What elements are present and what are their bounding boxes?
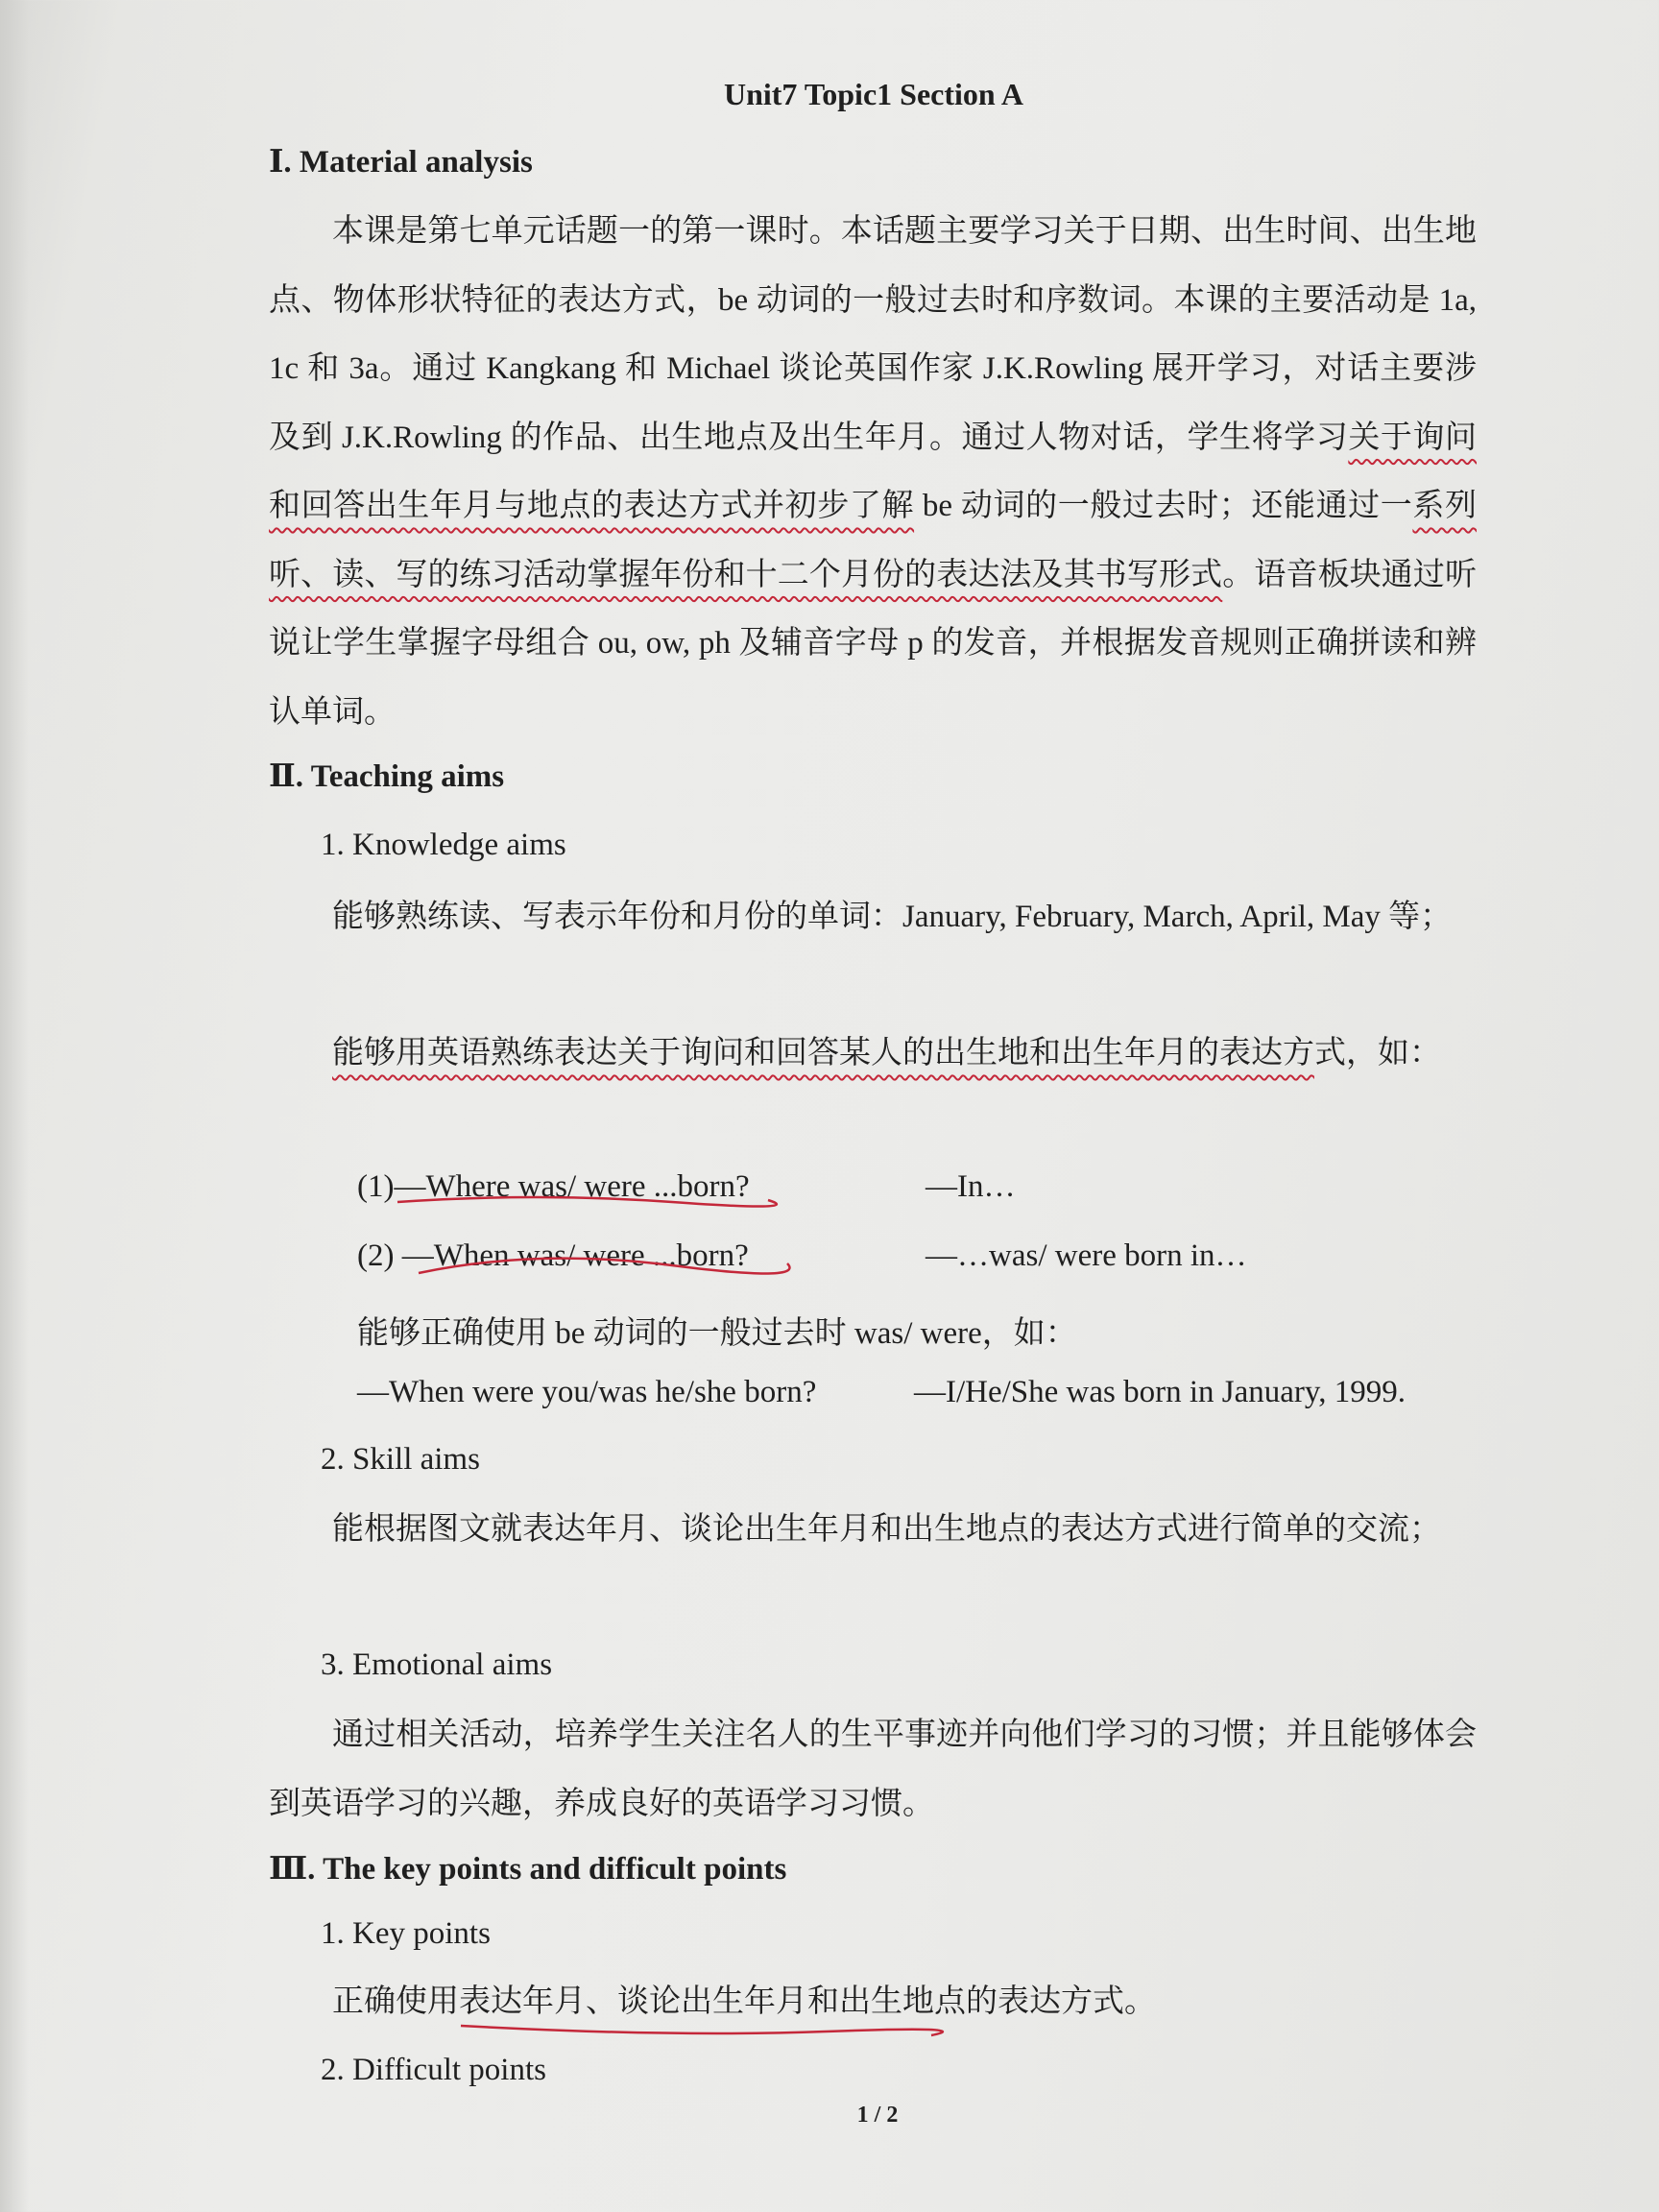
skill-aims-paragraph: 能根据图文就表达年月、谈论出生年月和出生地点的表达方式进行简单的交流； [332, 1512, 1441, 1547]
emotional-aims-label: 3. Emotional aims [321, 1647, 553, 1682]
example-1-question: (1)—Where was/ were ...born? [357, 1169, 750, 1204]
knowledge-aims-label: 1. Knowledge aims [321, 828, 566, 862]
key-points-label: 1. Key points [321, 1916, 491, 1951]
paper-edge-shadow [0, 0, 29, 2212]
section-heading-material-analysis: Ⅰ. Material analysis [269, 145, 533, 180]
knowledge-underlined: 能够用英语熟练表达关于询问和回答某人的出生地和出生年月的表达方 [332, 1036, 1314, 1070]
example-2-answer: —…was/ were born in… [926, 1238, 1247, 1273]
difficult-points-label: 2. Difficult points [321, 2053, 546, 2087]
knowledge-text: 式，如： [1314, 1036, 1441, 1070]
example-2-question: (2) —When was/ were ...born? [357, 1238, 749, 1273]
knowledge-aims-paragraph-1: 能够熟练读、写表示年份和月份的单词：January, February, March, April, May 等； [332, 900, 1453, 934]
example-3-question: —When were you/was he/she born? [357, 1375, 817, 1409]
emotional-aims-paragraph: 通过相关活动，培养学生关注名人的生平事迹并向他们学习的习惯；并且能够体会到英语学习的兴趣，养成良好的英语学习习惯。 [269, 1718, 1477, 1821]
material-text-a: 本课是第七单元话题一的第一课时。本话题主要学习关于日期、出生时间、出生地点、物体形状特征的表达方式，be 动词的一般过去时和序数词。本课的主要活动是 1a, 1c 和 3a。通过 Kangkang 和 Michael 谈论英国作家 J.K.Rowling 展开学习，对话主要涉及到 J.K.Rowling 的作品、出生地点及出生年月。通过人物对话，学生将学习 [269, 214, 1477, 455]
key-points-paragraph: 正确使用表达年月、谈论出生年月和出生地点的表达方式。 [332, 1984, 1156, 2019]
section-heading-key-points: Ⅲ. The key points and difficult points [269, 1852, 787, 1887]
page-number: 1 / 2 [856, 2103, 899, 2128]
example-1-answer: —In… [926, 1169, 1016, 1204]
material-underlined-a: 关于询问和回答出生年月与地点的表达方式并初步了解 [269, 420, 1478, 523]
material-underlined-b: 系列听、读、写的练习活动掌握年份和十二个月份的表达法及其书写形式 [269, 489, 1477, 592]
knowledge-aims-paragraph-3: 能够正确使用 be 动词的一般过去时 was/ were，如： [357, 1316, 1077, 1351]
material-analysis-paragraph [269, 198, 1477, 747]
section-heading-teaching-aims: Ⅱ. Teaching aims [269, 759, 505, 794]
skill-aims-label: 2. Skill aims [321, 1442, 480, 1477]
material-text-c: 。语音板块通过听说让学生掌握字母组合 ou, ow, ph 及辅音字母 p 的发音，并根据发音规则正确拼读和辨认单词。 [269, 557, 1478, 730]
knowledge-aims-paragraph-2 [269, 1020, 1477, 1089]
material-text-b: be 动词的一般过去时；还能通过一 [914, 489, 1413, 523]
example-3-answer: —I/He/She was born in January, 1999. [914, 1375, 1407, 1409]
page-title: Unit7 Topic1 Section A [723, 77, 1024, 111]
